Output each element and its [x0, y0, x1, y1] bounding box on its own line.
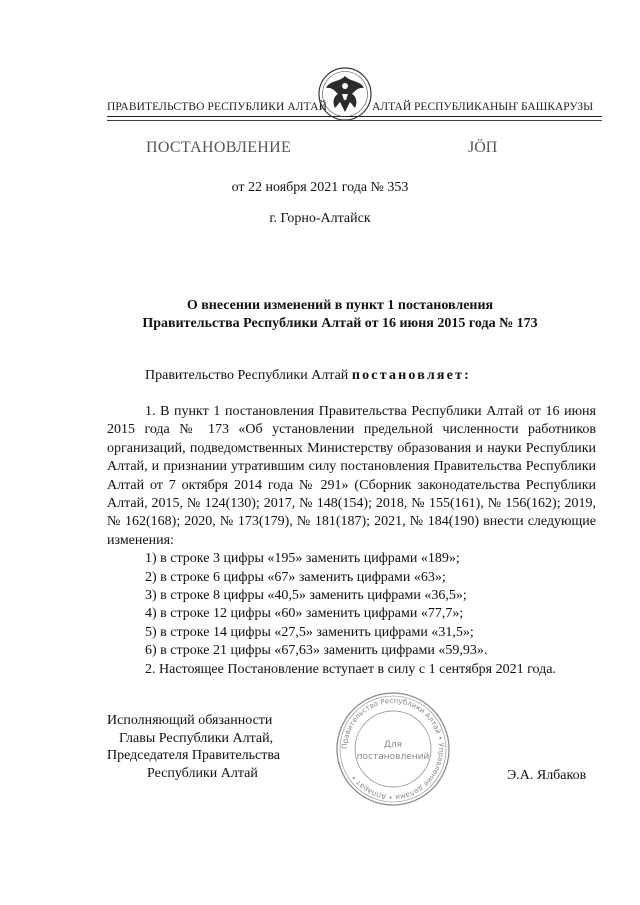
header-right-title: АЛТАЙ РЕСПУБЛИКАНЫҤ БАШКАРУЗЫ: [372, 101, 594, 113]
title-line-1: О внесении изменений в пункт 1 постановления: [186, 298, 494, 313]
signatory-name: Э.А. Ялбаков: [507, 768, 587, 783]
document-city: г. Горно-Алтайск: [269, 211, 371, 226]
document-body: [107, 403, 596, 679]
title-line-2: Правительства Республики Алтай от 16 июня 2015 года № 173: [142, 316, 538, 331]
stamp-center-line-2: постановлений: [356, 752, 430, 762]
signatory-line: Главы Республики Алтай,: [119, 730, 274, 746]
document-date: от 22 ноября 2021 года № 353: [231, 180, 409, 195]
paragraph-2: 2. Настоящее Постановление вступает в силу с 1 сентября 2021 года.: [145, 661, 556, 677]
list-item: 2) в строке 6 цифры «67» заменить цифрами «63»;: [145, 569, 446, 585]
paragraph-1: 1. В пункт 1 постановления Правительства Республики Алтай от 16 июня 2015 года № 173 «Об установлении предельной численности работников организаций, подведомственных Министерству образования и науки Республики Алтай, и признании утратившим силу постановления Правительства Республики Алтай от 7 октября 2014 года № 291» (Сборник законодательства Республики Алтай, 2015, № 124(130); 2017, № 148(154); 2018, № 155(161), № 156(162); 2019, № 162(168); 2020, № 173(179), № 181(187); 2021, № 184(190) внести следующие изменения:: [107, 404, 596, 548]
official-stamp: [334, 690, 452, 808]
document-type: ПОСТАНОВЛЕНИЕ: [146, 139, 292, 156]
signatory-line: Исполняющий обязанности: [107, 713, 273, 728]
coat-of-arms-icon: [316, 66, 374, 122]
list-item: 4) в строке 12 цифры «60» заменить цифрами «77,7»;: [145, 606, 464, 622]
document-title: [120, 297, 560, 333]
preamble-text: Правительство Республики Алтай: [145, 368, 349, 383]
list-item: 3) в строке 8 цифры «40,5» заменить цифрами «36,5»;: [145, 588, 467, 604]
list-item: 6) в строке 21 цифры «67,63» заменить цифрами «59,93».: [145, 643, 488, 659]
list-item: 5) в строке 14 цифры «27,5» заменить цифрами «31,5»;: [145, 624, 474, 640]
preamble: [145, 368, 471, 384]
document-type-altai: ЈӦП: [468, 139, 498, 156]
header-rule-thin: [107, 120, 602, 121]
stamp-center-line-1: Для: [383, 740, 403, 750]
signatory-line: Председателя Правительства: [107, 748, 281, 763]
header-left-title: ПРАВИТЕЛЬСТВО РЕСПУБЛИКИ АЛТАЙ: [107, 101, 328, 113]
preamble-emphasis: постановляет:: [351, 368, 472, 383]
signatory-position: [107, 712, 307, 782]
signatory-line: Республики Алтай: [147, 765, 258, 781]
stamp-ring-text: Правительство Республики Алтай • Управление делами • Аппарат •: [339, 695, 447, 803]
list-item: 1) в строке 3 цифры «195» заменить цифрами «189»;: [145, 551, 460, 567]
header-rule: [107, 116, 602, 117]
